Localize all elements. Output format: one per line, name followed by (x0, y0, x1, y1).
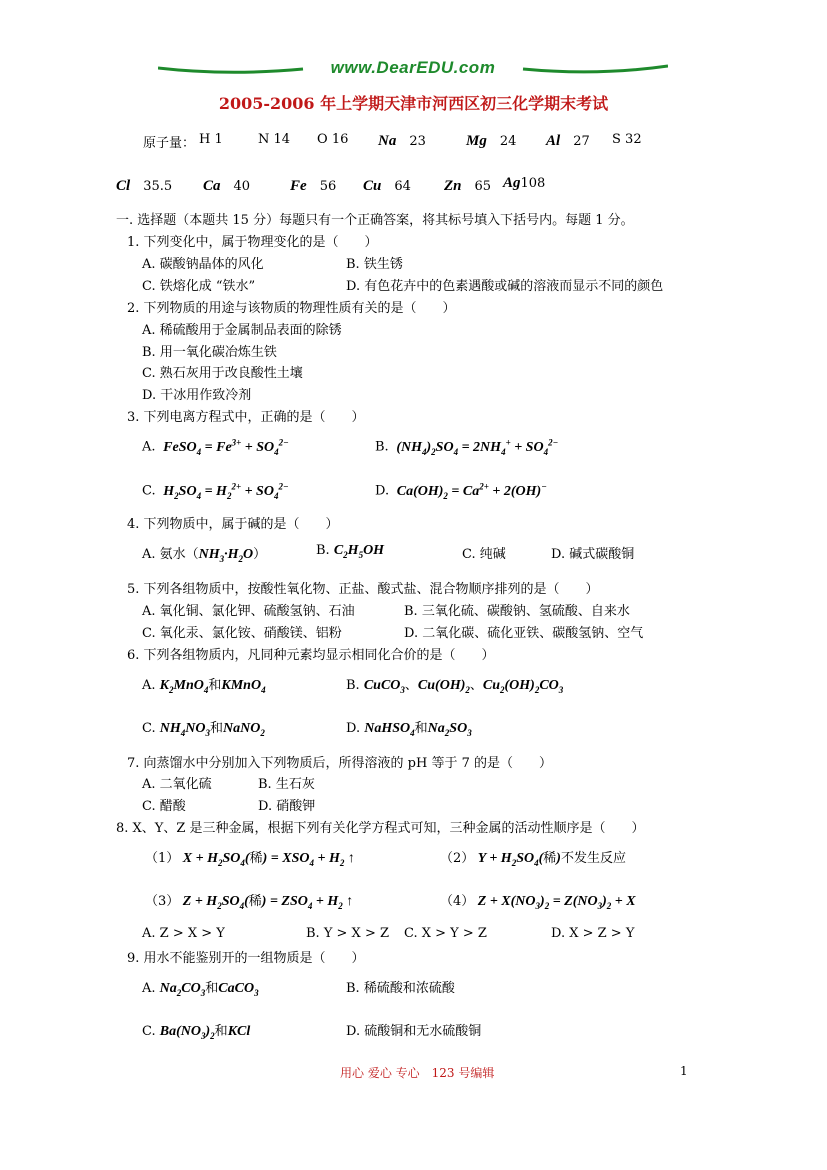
formula: CaCO$_3$ (218, 981, 259, 998)
page-title: 2005-2006 年上学期天津市河西区初三化学期末考试 (218, 94, 609, 113)
formula: $Ba(NO_3)_2$ (159, 1024, 215, 1041)
equation: $Ca(OH)_2 = Ca^{2+} + 2(OH)^-$ (393, 481, 547, 501)
atomic-Na: Na 23 (378, 133, 426, 149)
question-3-option-b[interactable]: B. $(NH_4)_2SO_4 = 2NH_4^+ + SO_4^{2-}$ (375, 437, 559, 457)
question-2-option-c[interactable]: C. 熟石灰用于改良酸性土壤 (142, 366, 303, 381)
question-8-option-b[interactable]: B. Y > X > Z (306, 926, 390, 941)
question-6-option-a[interactable]: A. $K_2MnO_4$和KMnO$_4$ (142, 678, 266, 695)
atomic-label: 原子量： (143, 136, 196, 151)
question-4-option-c[interactable]: C. 纯碱 (462, 547, 506, 562)
question-4-option-a[interactable]: A. 氨水$(NH_3\cdot H_2O)$ (142, 547, 267, 564)
atomic-Ag: Ag108 (503, 175, 546, 191)
atomic-Cu: Cu 64 (363, 178, 411, 194)
site-logo-banner (158, 58, 668, 84)
question-8-equation-1: （1） $X + H_2SO_4$(稀) = $XSO_4 + H_2$ ↑ (145, 851, 355, 868)
formula: KMnO$_4$ (221, 678, 266, 695)
atomic-O: O 16 (317, 132, 349, 147)
formula: $Na_2SO_3$ (427, 721, 472, 738)
question-2-option-d[interactable]: D. 干冰用作致冷剂 (142, 388, 252, 403)
question-4-option-b[interactable]: B. $C_2H_5OH$ (316, 543, 385, 560)
formula: $C_2H_5OH$ (333, 543, 385, 560)
question-8-option-d[interactable]: D. X > Z > Y (551, 926, 635, 941)
question-8-equation-4: （4） $Z + X(NO_3)_2 = Z(NO_3)_2 + X$ (440, 894, 636, 911)
question-4-option-d[interactable]: D. 碱式碳酸铜 (551, 547, 635, 562)
question-6-option-b[interactable]: B. CuCO$_3$、$Cu(OH)_2$、$Cu_2(OH)_2CO_3$ (346, 678, 564, 695)
footer-text: 用心 爱心 专心 123 号编辑 (340, 1066, 495, 1080)
formula: $Cu(OH)_2$ (417, 678, 470, 695)
question-7-option-c[interactable]: C. 醋酸 (142, 799, 186, 814)
question-8-option-a[interactable]: A. Z > X > Y (142, 926, 225, 941)
section-heading: 一. 选择题（本题共 15 分）每题只有一个正确答案，将其标号填入下括号内。每题 1 分。 (116, 213, 634, 228)
equation: FeSO$_4$ = $Fe^{3+} + SO_4^{2-}$ (159, 437, 289, 457)
atomic-Ca: Ca 40 (203, 178, 251, 194)
question-6-stem: 6. 下列各组物质内，凡同种元素均显示相同化合价的是（ ） (127, 648, 495, 663)
question-1-option-c[interactable]: C. 铁熔化成 “铁水” (142, 279, 256, 294)
atomic-Fe: Fe 56 (290, 178, 337, 194)
formula: $Na_2CO_3$ (159, 981, 206, 998)
question-3-stem: 3. 下列电离方程式中，正确的是（ ） (127, 410, 365, 425)
question-1-option-b[interactable]: B. 铁生锈 (346, 257, 403, 272)
equation: $H_2SO_4 = H_2^{2+} + SO_4^{2-}$ (159, 481, 289, 501)
atomic-Cl: Cl 35.5 (116, 178, 173, 194)
equation: $(NH_4)_2SO_4 = 2NH_4^+ + SO_4^{2-}$ (392, 437, 559, 457)
formula: $NH_4NO_3$ (159, 721, 210, 738)
atomic-Mg: Mg 24 (466, 133, 517, 149)
question-5-option-b[interactable]: B. 三氧化硫、碳酸钠、氢硫酸、自来水 (404, 604, 630, 619)
question-9-option-c[interactable]: C. $Ba(NO_3)_2$和KCl (142, 1024, 251, 1041)
question-8-stem: 8. X、Y、Z 是三种金属，根据下列有关化学方程式可知，三种金属的活动性顺序是（ ） (116, 821, 645, 836)
atomic-N: N 14 (258, 132, 291, 147)
atomic-Al: Al 27 (546, 133, 590, 149)
question-1-option-d[interactable]: D. 有色花卉中的色素遇酸或碱的溶液而显示不同的颜色 (346, 279, 664, 294)
site-name[interactable]: www.DearEDU.com (330, 58, 496, 77)
formula: NaNO$_2$ (223, 721, 265, 738)
formula: $NH_3\cdot H_2O$ (198, 547, 254, 564)
formula: $Cu_2(OH)_2CO_3$ (482, 678, 564, 695)
question-5-option-a[interactable]: A. 氧化铜、氯化钾、硫酸氢钠、石油 (142, 604, 355, 619)
question-9-option-b[interactable]: B. 稀硫酸和浓硫酸 (346, 981, 455, 996)
question-6-option-c[interactable]: C. $NH_4NO_3$和NaNO$_2$ (142, 721, 265, 738)
question-7-stem: 7. 向蒸馏水中分别加入下列物质后，所得溶液的 pH 等于 7 的是（ ） (127, 756, 552, 771)
atomic-H: H 1 (199, 132, 223, 147)
formula: KCl (227, 1024, 251, 1039)
question-3-option-c[interactable]: C. $H_2SO_4 = H_2^{2+} + SO_4^{2-}$ (142, 481, 289, 501)
question-8-option-c[interactable]: C. X > Y > Z (404, 926, 487, 941)
page-number: 1 (680, 1064, 688, 1078)
question-3-option-a[interactable]: A. FeSO$_4$ = $Fe^{3+} + SO_4^{2-}$ (142, 437, 289, 457)
question-5-option-c[interactable]: C. 氧化汞、氯化铵、硝酸镁、铝粉 (142, 626, 342, 641)
question-6-option-d[interactable]: D. NaHSO$_4$和$Na_2SO_3$ (346, 721, 472, 738)
question-7-option-b[interactable]: B. 生石灰 (258, 777, 315, 792)
question-5-option-d[interactable]: D. 二氧化碳、硫化亚铁、碳酸氢钠、空气 (404, 626, 644, 641)
atomic-Zn: Zn 65 (444, 178, 492, 194)
question-4-stem: 4. 下列物质中，属于碱的是（ ） (127, 517, 339, 532)
question-2-option-b[interactable]: B. 用一氧化碳冶炼生铁 (142, 345, 277, 360)
question-7-option-a[interactable]: A. 二氧化硫 (142, 777, 212, 792)
question-8-equation-2: （2） $Y + H_2SO_4$(稀)不发生反应 (440, 851, 626, 868)
question-3-option-d[interactable]: D. $Ca(OH)_2 = Ca^{2+} + 2(OH)^-$ (375, 481, 547, 501)
question-1-stem: 1. 下列变化中，属于物理变化的是（ ） (127, 235, 378, 250)
question-9-stem: 9. 用水不能鉴别开的一组物质是（ ） (127, 951, 365, 966)
question-5-stem: 5. 下列各组物质中，按酸性氧化物、正盐、酸式盐、混合物顺序排列的是（ ） (127, 582, 599, 597)
question-7-option-d[interactable]: D. 硝酸钾 (258, 799, 316, 814)
question-2-stem: 2. 下列物质的用途与该物质的物理性质有关的是（ ） (127, 301, 456, 316)
formula: $K_2MnO_4$ (159, 678, 209, 695)
atomic-S: S 32 (612, 132, 642, 147)
question-9-option-a[interactable]: A. $Na_2CO_3$和CaCO$_3$ (142, 981, 259, 998)
formula: NaHSO$_4$ (364, 721, 415, 738)
question-9-option-d[interactable]: D. 硫酸铜和无水硫酸铜 (346, 1024, 482, 1039)
question-2-option-a[interactable]: A. 稀硫酸用于金属制品表面的除锈 (142, 323, 342, 338)
formula: CuCO$_3$ (363, 678, 405, 695)
question-1-option-a[interactable]: A. 碳酸钠晶体的风化 (142, 257, 264, 272)
question-8-equation-3: （3） $Z + H_2SO_4$(稀) = $ZSO_4 + H_2$ ↑ (145, 894, 354, 911)
